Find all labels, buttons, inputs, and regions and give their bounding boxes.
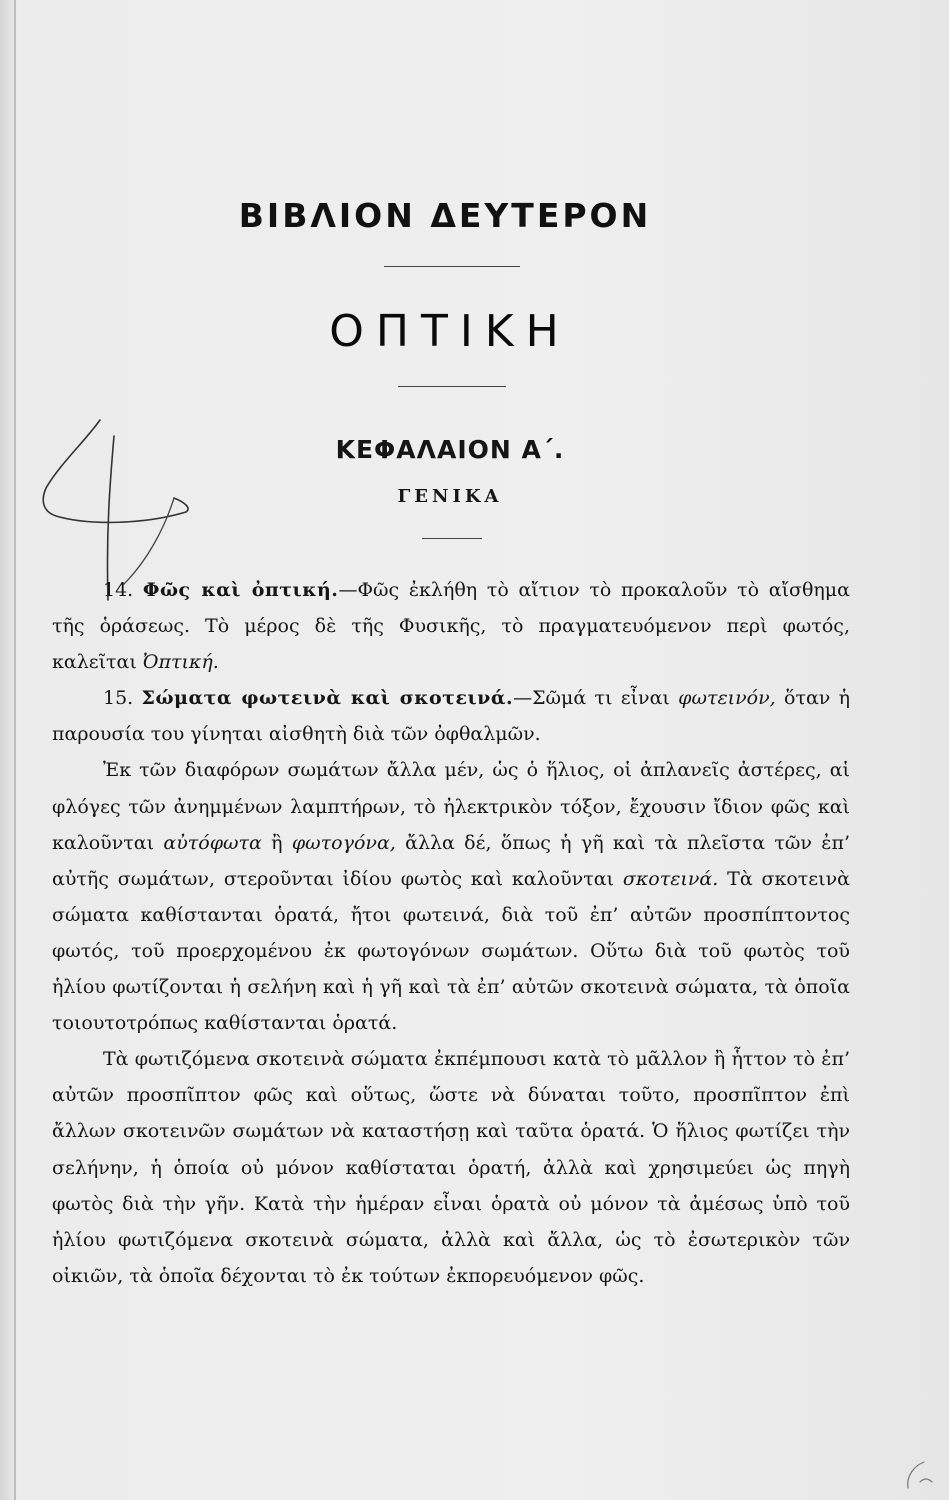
paragraph xyxy=(52,752,850,1041)
section-text: ὅταν ἡ παρουσία του γίνηται αἰσθητὴ διὰ τῶν ὀφθαλμῶν. xyxy=(52,687,851,746)
dash: — xyxy=(338,579,358,601)
term: Ὀπτική. xyxy=(142,651,219,674)
divider-rule xyxy=(422,538,482,539)
body-text xyxy=(52,572,850,1294)
term: φωτεινόν, xyxy=(678,687,776,710)
section-number: 14. xyxy=(103,579,134,601)
paragraph-text: Τὰ σκοτεινὰ σώματα καθίστανται ὁρατά, ἤτοι φωτεινά, διὰ τοῦ ἐπ’ αὐτῶν προσπίπτοντος φωτός, τοῦ προερχομένου ἐκ φωτογόνων σωμάτων. Οὕτω διὰ τοῦ φωτὸς τοῦ ἡλίου φωτίζονται ἡ σελήνη καὶ ἡ γῆ καὶ τὰ ἐπ’ αὐτῶν σκοτεινὰ σώματα, τὰ ὁποῖα τοιουτοτρόπως καθίστανται ὁρατά. xyxy=(52,867,850,1035)
page-title: ΟΠΤΙΚΗ xyxy=(329,306,571,357)
term: αὐτόφωτα xyxy=(163,831,262,854)
section-title: Φῶς καὶ ὀπτική. xyxy=(142,579,339,601)
paragraph-text: ἢ xyxy=(261,831,292,854)
section-15 xyxy=(52,680,850,752)
divider-rule xyxy=(398,386,506,387)
pencil-scribble-icon xyxy=(898,1452,938,1492)
dash: — xyxy=(513,687,533,710)
section-text: Φῶς ἐκλήθη τὸ αἴτιον τὸ προκαλοῦν τὸ αἴσθημα τῆς ὁράσεως. Τὸ μέρος δὲ τῆς Φυσικῆς, τὸ πραγματευόμενον περὶ φωτός, καλεῖται xyxy=(52,579,850,674)
paragraph-text: ἄλλα δέ, ὅπως ἡ γῆ καὶ τὰ πλεῖστα τῶν ἐπ’ αὐτῆς σωμάτων, στεροῦνται ἰδίου φωτὸς καὶ καλοῦνται xyxy=(52,831,850,890)
section-title: Σώματα φωτεινὰ καὶ σκοτεινά. xyxy=(141,687,514,710)
section-14 xyxy=(52,572,850,680)
book-part-heading: ΒΙΒΛΙΟΝ ΔΕΥΤΕΡΟΝ xyxy=(238,196,652,235)
section-number: 15. xyxy=(103,687,134,710)
paragraph: Τὰ φωτιζόμενα σκοτεινὰ σώματα ἐκπέμπουσι κατὰ τὸ μᾶλλον ἢ ἧττον τὸ ἐπ’ αὐτῶν προσπῖπτον φῶς καὶ οὕτως, ὥστε νὰ δύναται τοῦτο, προσπῖπτον ἐπὶ ἄλλων σκοτεινῶν σωμάτων νὰ καταστήσῃ καὶ ταῦτα ὁρατά. Ὁ ἥλιος φωτίζει τὴν σελήνην, ἡ ὁποία οὐ μόνον καθίσταται ὁρατή, ἀλλὰ καὶ χρησιμεύει ὡς πηγὴ φωτὸς διὰ τὴν γῆν. Κατὰ τὴν ἡμέραν εἶναι ὁρατὰ οὐ μόνον τὰ ἀμέσως ὑπὸ τοῦ ἡλίου φωτιζόμενα σκοτεινὰ σώματα, ἀλλὰ καὶ ἄλλα, ὡς τὸ ἐσωτερικὸν τῶν οἰκιῶν, τὰ ὁποῖα δέχονται τὸ ἐκ τούτων ἐκπορευόμενον φῶς. xyxy=(52,1048,850,1287)
chapter-heading: ΚΕΦΑΛΑΙΟΝ Α΄. xyxy=(335,435,565,464)
chapter-subtitle: ΓΕΝΙΚΑ xyxy=(397,486,503,507)
divider-rule xyxy=(384,266,520,267)
section-text: Σῶμά τι εἶναι xyxy=(532,687,679,710)
paragraph-text: Ἐκ τῶν διαφόρων σωμάτων ἄλλα μέν, ὡς ὁ ἥλιος, οἱ ἀπλανεῖς ἀστέρες, αἱ φλόγες τῶν ἀνημμένων λαμπτήρων, τὸ ἠλεκτρικὸν τόξον, ἔχουσιν ἴδιον φῶς καὶ καλοῦνται xyxy=(52,759,850,854)
term: σκοτεινά. xyxy=(622,867,719,890)
term: φωτογόνα, xyxy=(291,831,396,854)
